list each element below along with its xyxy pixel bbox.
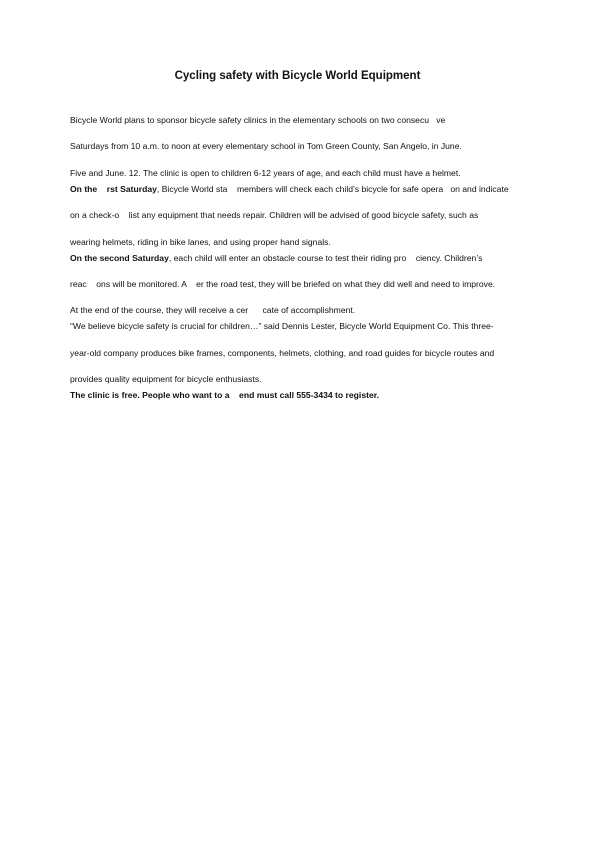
paragraph-line: At the end of the course, they will receive a cer cate of accomplishment. xyxy=(70,305,356,316)
paragraph-line: The clinic is free. People who want to a end must call 555-3434 to register. xyxy=(70,390,379,401)
paragraph-lead: On the rst Saturday xyxy=(70,183,157,194)
document-body xyxy=(70,116,570,407)
paragraph-line: “We believe bicycle safety is crucial for children…” said Dennis Lester, Bicycle World Equipment Co. This three- xyxy=(70,321,494,332)
paragraph-line: year-old company produces bike frames, components, helmets, clothing, and road guides for bicycle routes and xyxy=(70,347,495,358)
paragraph-lead: On the second Saturday xyxy=(70,252,169,263)
paragraph-intro xyxy=(70,116,570,177)
document-title: Cycling safety with Bicycle World Equipment xyxy=(174,70,421,82)
paragraph-line: provides quality equipment for bicycle enthusiasts. xyxy=(70,374,262,385)
paragraph-line: wearing helmets, riding in bike lanes, and using proper hand signals. xyxy=(70,236,331,247)
paragraph-line xyxy=(70,185,570,193)
paragraph-line: Bicycle World plans to sponsor bicycle safety clinics in the elementary schools on two consecu ve xyxy=(70,115,446,125)
paragraph-line: Five and June. 12. The clinic is open to children 6-12 years of age, and each child must have a helmet. xyxy=(70,167,461,178)
paragraph-first-saturday xyxy=(70,185,570,246)
paragraph-second-saturday xyxy=(70,254,570,315)
paragraph-line-text: , each child will enter an obstacle course to test their riding pro ciency. Children’s xyxy=(168,252,483,263)
paragraph-line-text: , Bicycle World sta members will check each child’s bicycle for safe opera on and indicate xyxy=(156,183,509,194)
paragraph-quote xyxy=(70,322,570,383)
paragraph-line: Saturdays from 10 a.m. to noon at every elementary school in Tom Green County, San Angelo, in June. xyxy=(70,141,462,152)
paragraph-line: on a check-o list any equipment that needs repair. Children will be advised of good bicycle safety, such as xyxy=(70,210,479,221)
paragraph-line: reac ons will be monitored. A er the road test, they will be briefed on what they did well and need to improve. xyxy=(70,278,496,289)
paragraph-closing xyxy=(70,391,570,399)
paragraph-line xyxy=(70,254,570,262)
